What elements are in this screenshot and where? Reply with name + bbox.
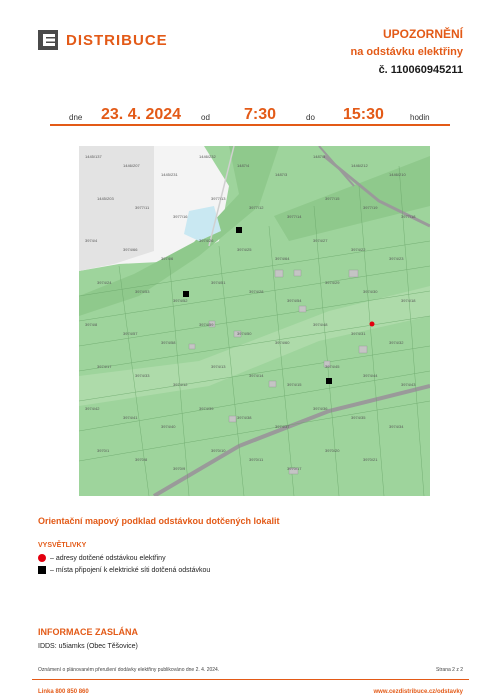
parcel-label: 3977/18	[401, 214, 416, 219]
parcel-label: 3974/48	[313, 322, 328, 327]
parcel-label: 3970/8	[135, 457, 148, 462]
parcel-label: 3974/60	[275, 340, 290, 345]
parcel-label: 3974/18	[401, 298, 416, 303]
parcel-label: 3974/52	[173, 298, 188, 303]
parcel-label: 3974/58	[161, 340, 176, 345]
parcel-label: 3974/26	[199, 238, 214, 243]
parcel-label: 3974/29	[325, 280, 340, 285]
parcel-label: 3974/33	[135, 373, 150, 378]
parcel-label: 3977/13	[211, 196, 226, 201]
parcel-label: 3970/20	[325, 448, 340, 453]
website-link[interactable]: www.cezdistribuce.cz/odstavky	[373, 689, 463, 695]
parcel-label: 1487/5	[313, 154, 326, 159]
parcel-label: 3970/10	[211, 448, 226, 453]
black-square-icon	[38, 566, 46, 574]
parcel-label: 3974/13	[211, 364, 226, 369]
to-label: do	[306, 113, 315, 122]
hotline-number[interactable]: Linka 800 850 860	[38, 689, 89, 695]
parcel-label: 3977/19	[363, 205, 378, 210]
parcel-label: 1446/212	[351, 163, 368, 168]
info-title: INFORMACE ZASLÁNA	[38, 627, 138, 637]
parcel-label: 3974/64	[275, 256, 290, 261]
connection-point-3	[326, 378, 332, 384]
parcel-label: 3977/14	[287, 214, 302, 219]
parcel-label: 1487/4	[237, 163, 250, 168]
parcel-label: 3970/17	[287, 466, 302, 471]
parcel-label: 3974/25	[237, 247, 252, 252]
parcel-label: 3974/51	[211, 280, 226, 285]
parcel-label: 3974/22	[351, 247, 366, 252]
legend-item-label: – adresy dotčené odstávkou elektřiny	[50, 554, 166, 562]
parcel-label: 3974/57	[123, 331, 138, 336]
parcel-label: 1446/210	[389, 172, 406, 177]
parcel-label: 3974/23	[389, 256, 404, 261]
unit-label: hodin	[410, 113, 430, 122]
parcel-label: 3974/32	[389, 340, 404, 345]
parcel-label: 1446/207	[123, 163, 140, 168]
parcel-label: 3974/27	[313, 238, 328, 243]
parcel-label: 1446/232	[199, 154, 216, 159]
parcel-label: 3974/30	[363, 289, 378, 294]
notice-title: UPOZORNĚNÍ	[382, 27, 463, 41]
parcel-label: 3974/36	[313, 406, 328, 411]
legend-item-label: – místa připojení k elektrické síti dotčená odstávkou	[50, 566, 211, 574]
parcel-label: 3974/6	[161, 256, 174, 261]
outage-date: 23. 4. 2024	[101, 106, 182, 123]
map-caption: Orientační mapový podklad odstávkou dotčených lokalit	[38, 516, 280, 526]
outage-map	[79, 146, 430, 496]
parcel-label: 1445/231	[161, 172, 178, 177]
parcel-label: 3970/9	[173, 466, 186, 471]
parcel-label: 3974/40	[161, 424, 176, 429]
parcel-label: 3970/21	[363, 457, 378, 462]
parcel-label: 3977/11	[135, 205, 150, 210]
parcel-label: 3974/43	[401, 382, 416, 387]
parcel-label: 3974/4	[85, 238, 98, 243]
parcel-label: 3974/8	[85, 322, 98, 327]
parcel-label: 3974/54	[287, 298, 302, 303]
parcel-label: 1445/203	[97, 196, 114, 201]
parcel-label: 3974/59	[199, 322, 214, 327]
parcel-label: 3974/24	[97, 280, 112, 285]
parcel-label: 3977/15	[325, 196, 340, 201]
outage-map-svg	[79, 146, 430, 496]
parcel-label: 3974/44	[363, 373, 378, 378]
parcel-label: 1445/137	[85, 154, 102, 159]
notice-header	[351, 25, 464, 79]
outage-start-time: 7:30	[244, 106, 277, 123]
info-text: IDDS: u5iamks (Obec Těšovice)	[38, 643, 138, 650]
notice-subtitle: na odstávku elektřiny	[350, 46, 463, 58]
affected-address-marker	[370, 322, 375, 327]
parcel-label: 3970/11	[249, 457, 264, 462]
legend-item-connection	[38, 566, 210, 574]
connection-point-1	[236, 227, 242, 233]
date-label: dne	[69, 113, 83, 122]
cez-logo-icon	[38, 30, 58, 50]
parcel-label: 3977/16	[173, 214, 188, 219]
parcel-label: 3974/39	[199, 406, 214, 411]
parcel-label: 3974/50	[237, 331, 252, 336]
parcel-label: 3974/38	[237, 415, 252, 420]
parcel-label: 3974/37	[275, 424, 290, 429]
parcel-label: 3974/35	[351, 415, 366, 420]
from-label: od	[201, 113, 210, 122]
legend-title: VYSVĚTLIVKY	[38, 542, 87, 549]
parcel-label: 1487/3	[275, 172, 288, 177]
parcel-label: 3974/31	[351, 331, 366, 336]
parcel-label: 3974/45	[325, 364, 340, 369]
notice-number: č. 110060945211	[378, 64, 463, 76]
parcel-label: 3974/66	[123, 247, 138, 252]
parcel-label: 3974/34	[389, 424, 404, 429]
brand-logo	[38, 30, 168, 50]
page-number: Strana 2 z 2	[436, 667, 463, 673]
parcel-label: 3974/42	[85, 406, 100, 411]
publication-note: Oznámení o plánovaném přerušení dodávky elektřiny publikováno dne 2. 4. 2024.	[38, 667, 220, 673]
connection-point-2	[183, 291, 189, 297]
brand-name: DISTRIBUCE	[66, 31, 168, 49]
legend-item-address	[38, 554, 166, 562]
parcel-label: 3974/12	[173, 382, 188, 387]
parcel-label: 3974/28	[249, 289, 264, 294]
schedule-underline	[50, 124, 450, 126]
parcel-label: 3974/17	[97, 364, 112, 369]
parcel-label: 3974/14	[249, 373, 264, 378]
parcel-label: 3970/1	[97, 448, 110, 453]
parcel-label: 3974/15	[287, 382, 302, 387]
footer-divider	[32, 679, 469, 680]
parcel-label: 3977/12	[249, 205, 264, 210]
parcel-label: 3974/53	[135, 289, 150, 294]
parcel-label: 3974/41	[123, 415, 138, 420]
outage-end-time: 15:30	[343, 106, 384, 123]
red-dot-icon	[38, 554, 46, 562]
